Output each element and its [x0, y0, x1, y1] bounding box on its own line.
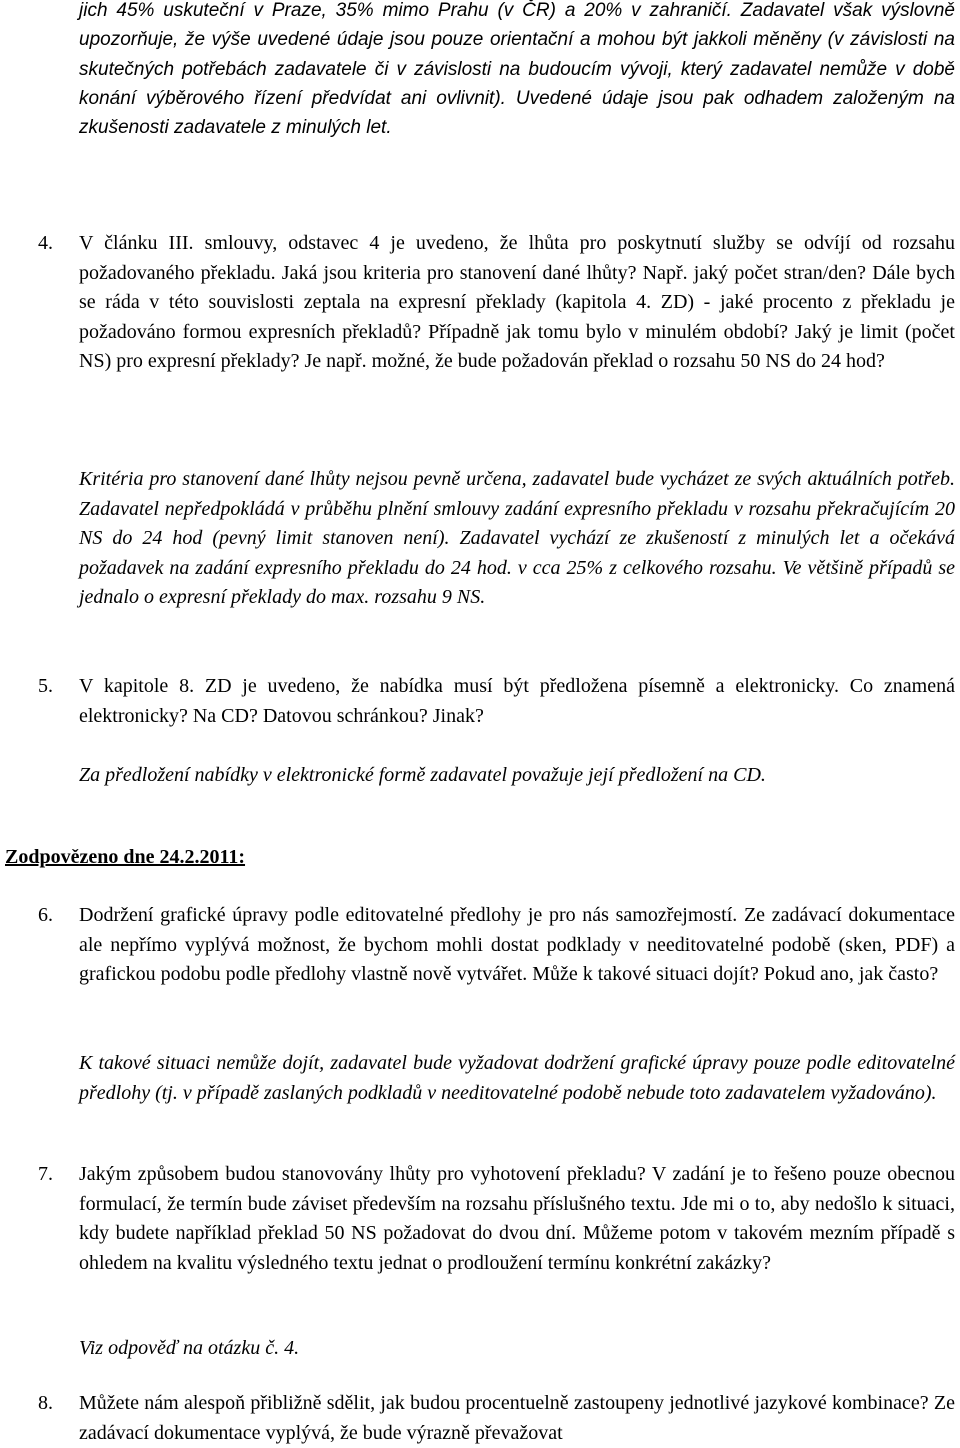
question-8-number: 8. — [38, 1392, 53, 1414]
question-5-answer: Za předložení nabídky v elektronické formě zadavatel považuje její předložení na CD. — [79, 764, 766, 786]
question-6-answer: K takové situaci nemůže dojít, zadavatel bude vyžadovat dodržení grafické úpravy pouze podle editovatelné předlohy (tj. v případě zaslaných podkladů v needitovatelné podobě nebude toto zadavatelem vyžadováno). — [79, 1052, 955, 1104]
question-8-text: Můžete nám alespoň přibližně sdělit, jak budou procentuelně zastoupeny jednotlivé jazykové kombinace? Ze zadávací dokumentace vyplývá, že bude výrazně převažovat — [79, 1392, 955, 1444]
question-7-answer: Viz odpověď na otázku č. 4. — [79, 1337, 300, 1359]
intro-answer-paragraph: jich 45% uskuteční v Praze, 35% mimo Prahu (v ČR) a 20% v zahraničí. Zadavatel však výslovně upozorňuje, že výše uvedené údaje jsou pouze orientační a mohou být jakkoli měněny (v závislosti na skutečných potřebách zadavatele či v závislosti na budoucím vývoji, který zadavatel nemůže v době konání výběrového řízení předvídat ani ovlivnit). Uvedené údaje jsou pak odhadem založeným na zkušenosti zadavatele z minulých let. — [79, 0, 955, 139]
question-6-text: Dodržení grafické úpravy podle editovatelné předlohy je pro nás samozřejmostí. Ze zadávací dokumentace ale nepřímo vyplývá možnost, že bychom mohli dostat podklady v needitovatelné podobě (sken, PDF) a grafickou podobu podle předlohy vlastně nově vytvářet. Může k takové situaci dojít? Pokud ano, jak často? — [79, 904, 955, 985]
question-6-number: 6. — [38, 904, 53, 926]
question-4-text: V článku III. smlouvy, odstavec 4 je uvedeno, že lhůta pro poskytnutí služby se odvíjí od rozsahu požadovaného překladu. Jaká jsou kriteria pro stanovení dané lhůty? Např. jaký počet stran/den? Dále bych se ráda v této souvislosti zeptala na expresní překlady (kapitola 4. ZD) - jaké procento z překladu je požadováno formou expresních překladů? Případně jak tomu bylo v minulém období? Jaký je limit (počet NS) pro expresní překlady? Je např. možné, že bude požadován překlad o rozsahu 50 NS do 24 hod? — [79, 232, 955, 372]
question-4-number: 4. — [38, 232, 53, 254]
question-7-text: Jakým způsobem budou stanovovány lhůty pro vyhotovení překladu? V zadání je to řešeno pouze obecnou formulací, že termín bude záviset především na rozsahu příslušného textu. Jde mi o to, aby nedošlo k situaci, kdy budete například překlad 50 NS požadovat do dvou dní. Můžeme potom v takovém mezním případě s ohledem na kvalitu výsledného textu jednat o prodloužení termínu konkrétní zakázky? — [79, 1163, 955, 1274]
question-4-answer: Kritéria pro stanovení dané lhůty nejsou pevně určena, zadavatel bude vycházet ze svých aktuálních potřeb. Zadavatel nepředpokládá v průběhu plnění smlouvy zadání expresního překladu v rozsahu překračujícím 20 NS do 24 hod (pevný limit stanoven není). Zadavatel vychází ze zkušeností z minulých let a očekává požadavek na zadání expresního překladu do 24 hod. v cca 25% z celkového rozsahu. Ve většině případů se jednalo o expresní překlady do max. rozsahu 9 NS. — [79, 468, 955, 608]
question-5-text: V kapitole 8. ZD je uvedeno, že nabídka musí být předložena písemně a elektronicky. Co znamená elektronicky? Na CD? Datovou schránkou? Jinak? — [79, 675, 955, 727]
answered-date-heading: Zodpovězeno dne 24.2.2011: — [5, 846, 246, 868]
question-7-number: 7. — [38, 1163, 53, 1185]
question-5-number: 5. — [38, 675, 53, 697]
